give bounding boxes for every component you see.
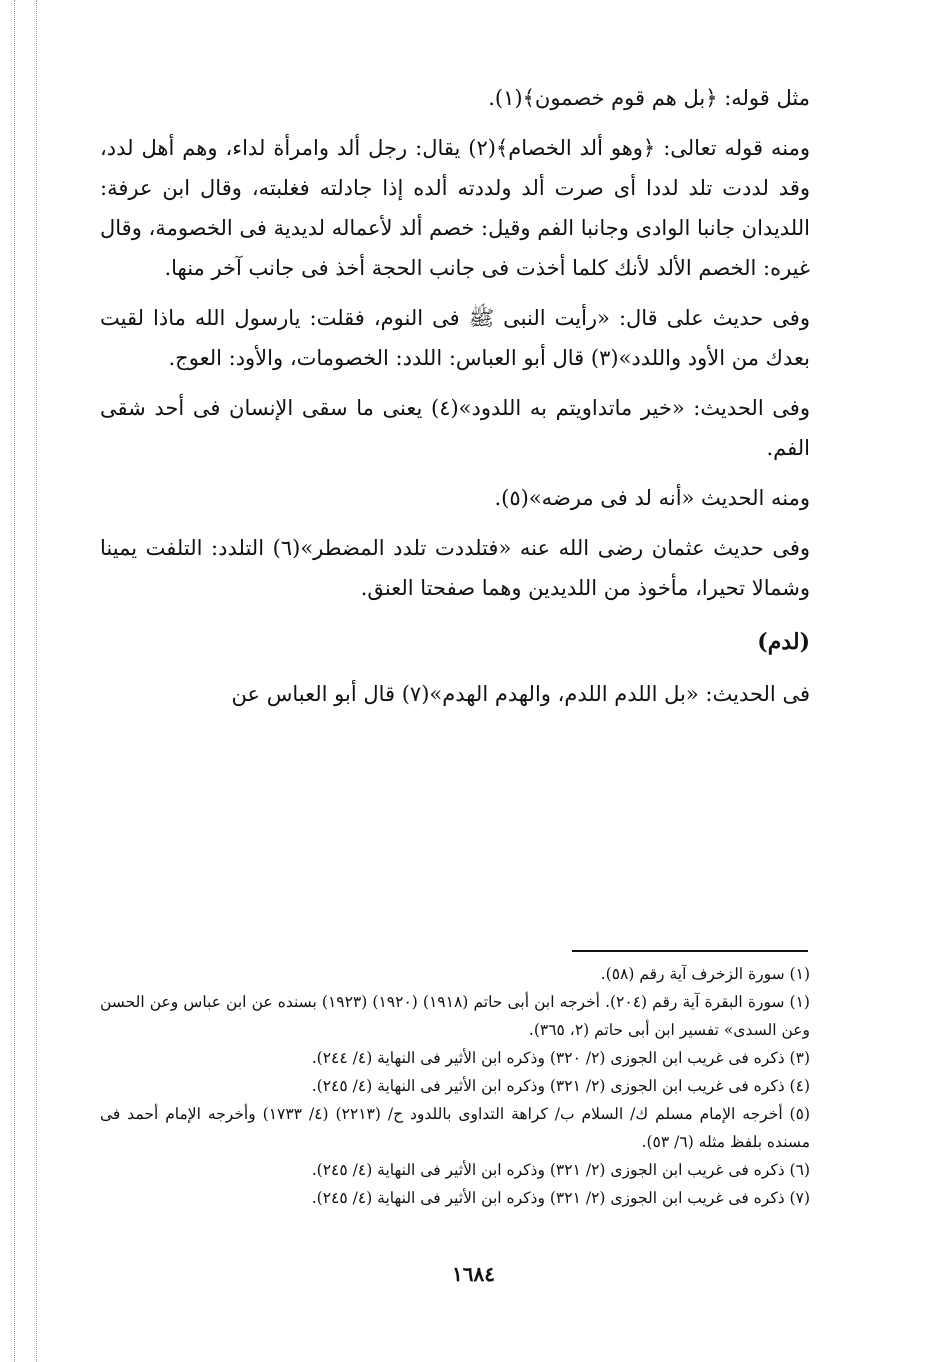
footnote: (٧) ذكره فى غريب ابن الجوزى (٢/ ٣٢١) وذكره ابن الأثير فى النهاية (٤/ ٢٤٥). <box>311 1189 810 1207</box>
footnote: (٤) ذكره فى غريب ابن الجوزى (٢/ ٣٢١) وذكره ابن الأثير فى النهاية (٤/ ٢٤٥). <box>311 1077 810 1095</box>
main-text <box>100 78 810 724</box>
scan-artifact-line <box>36 0 37 1362</box>
scan-artifact-line <box>14 0 15 1362</box>
paragraph: وفى الحديث: «خير ماتداويتم به اللدود»(٤) يعنى ما سقى الإنسان فى أحد شقى الفم. <box>100 396 810 460</box>
footnote: (١) سورة الزخرف آية رقم (٥٨). <box>600 965 810 983</box>
footnote: (٣) ذكره فى غريب ابن الجوزى (٢/ ٣٢٠) وذكره ابن الأثير فى النهاية (٤/ ٢٤٤). <box>311 1049 810 1067</box>
section-heading: (لدم) <box>757 629 810 655</box>
footnote: (٥) أخرجه الإمام مسلم ك/ السلام ب/ كراهة التداوى باللدود ح/ (٢٢١٣) (٤/ ١٧٣٣) وأخرجه الإمام أحمد فى مسنده بلفظ مثله (٦/ ٥٣). <box>100 1105 810 1151</box>
paragraph: مثل قوله: ﴿بل هم قوم خصمون﴾(١). <box>488 86 810 110</box>
paragraph: وفى حديث عثمان رضى الله عنه «فتلددت تلدد المضطر»(٦) التلدد: التلفت يمينا وشمالا تحيرا، مأخوذ من اللديدين وهما صفحتا العنق. <box>100 536 811 600</box>
footnotes <box>100 960 810 1212</box>
paragraph: وفى حديث على قال: «رأيت النبى ﷺ فى النوم، فقلت: يارسول الله ماذا لقيت بعدك من الأود واللدد»(٣) قال أبو العباس: اللدد: الخصومات، والأود: العوج. <box>100 306 810 370</box>
page-number: ١٦٨٤ <box>452 1262 495 1286</box>
footnote: (١) سورة البقرة آية رقم (٢٠٤). أخرجه ابن أبى حاتم (١٩١٨) (١٩٢٠) (١٩٢٣) بسنده عن ابن عباس وعن الحسن وعن السدى» تفسير ابن أبى حاتم (٢، ٣٦٥). <box>100 993 810 1039</box>
paragraph: فى الحديث: «بل اللدم اللدم، والهدم الهدم»(٧) قال أبو العباس عن <box>231 682 810 706</box>
paragraph: ومنه قوله تعالى: ﴿وهو ألد الخصام﴾(٢) يقال: رجل ألد وامرأة لداء، وهم أهل لدد، وقد لددت تلد لددا أى صرت ألد ولددته ألده إذا جادلته فغلبته، وقال ابن عرفة: اللديدان جانبا الوادى وجانبا الفم وقيل: خصم ألد لأعماله لديدية فى الخصومة، وقال غيره: الخصم الألد لأنك كلما أخذت فى جانب الحجة أخذ فى جانب آخر منها. <box>100 136 811 280</box>
footnote-separator <box>572 950 808 952</box>
paragraph: ومنه الحديث «أنه لد فى مرضه»(٥). <box>494 486 810 510</box>
footnote: (٦) ذكره فى غريب ابن الجوزى (٢/ ٣٢١) وذكره ابن الأثير فى النهاية (٤/ ٢٤٥). <box>311 1161 810 1179</box>
